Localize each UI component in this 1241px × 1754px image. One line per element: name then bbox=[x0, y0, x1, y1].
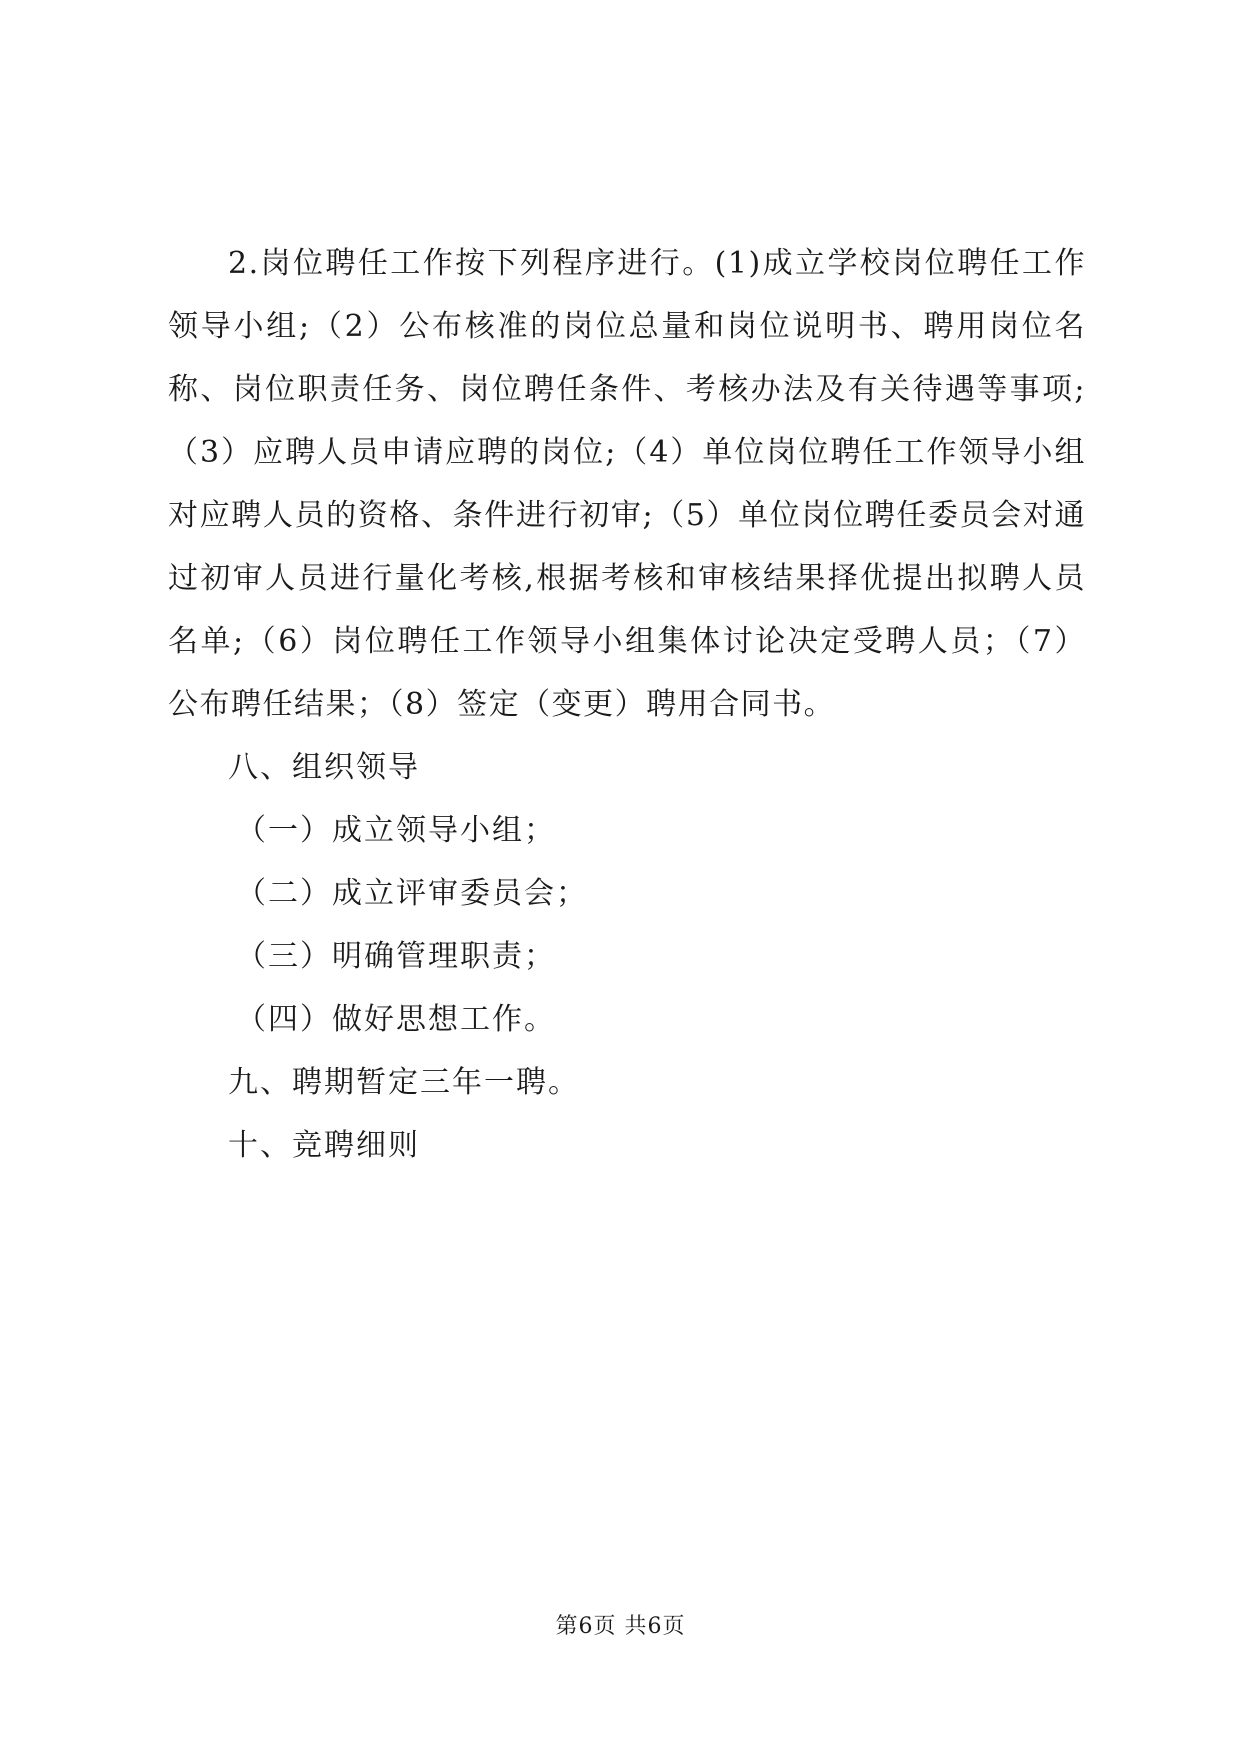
list-item: （二）成立评审委员会； bbox=[236, 876, 588, 911]
section-heading-term: 九、聘期暂定三年一聘。 bbox=[228, 1065, 580, 1100]
section-heading-organization: 八、组织领导 bbox=[228, 750, 420, 785]
list-item: （四）做好思想工作。 bbox=[236, 1002, 556, 1037]
paragraph-hiring-procedure: 2.岗位聘任工作按下列程序进行。(1)成立学校岗位聘任工作领导小组;（2）公布核准的岗位总量和岗位说明书、聘用岗位名称、岗位职责任务、岗位聘任条件、考核办法及有关待遇等事项;（3）应聘人员申请应聘的岗位;（4）单位岗位聘任工作领导小组对应聘人员的资格、条件进行初审;（5）单位岗位聘任委员会对通过初审人员进行量化考核,根据考核和审核结果择优提出拟聘人员名单;（6）岗位聘任工作领导小组集体讨论决定受聘人员；（7）公布聘任结果；（8）签定（变更）聘用合同书。 bbox=[168, 246, 1086, 722]
page-number-footer: 第6页 共6页 bbox=[555, 1614, 686, 1639]
section-heading-rules: 十、竞聘细则 bbox=[228, 1128, 420, 1163]
list-item: （一）成立领导小组； bbox=[236, 813, 556, 848]
list-item: （三）明确管理职责； bbox=[236, 939, 556, 974]
document-body bbox=[168, 232, 1086, 1177]
